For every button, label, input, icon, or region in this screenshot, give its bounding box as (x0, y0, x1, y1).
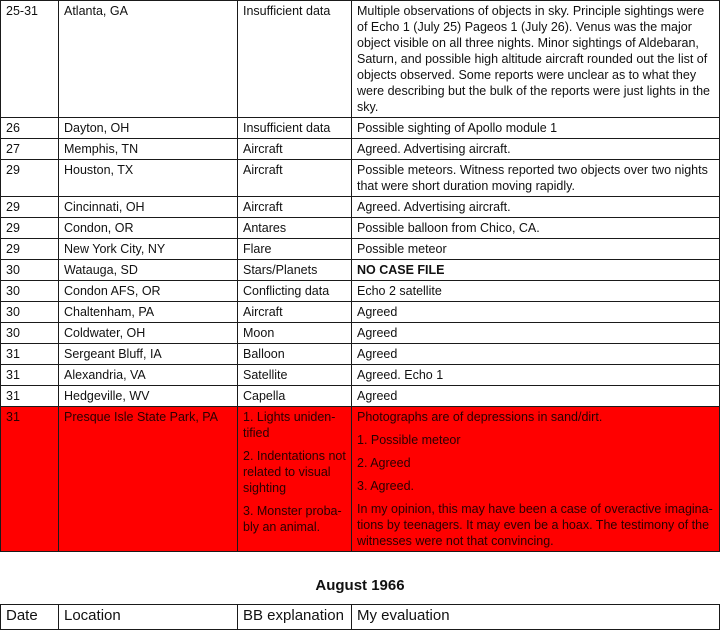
evaluation-paragraph: Photographs are of depressions in sand/dirt. (357, 410, 603, 424)
evaluation-cell (352, 407, 720, 552)
table-row (1, 160, 720, 197)
date-cell: 26 (1, 118, 59, 139)
bb-explanation-item: 1. Lights unidentified (243, 410, 336, 440)
location-cell: Dayton, OH (59, 118, 238, 139)
location-cell: Watauga, SD (59, 260, 238, 281)
evaluation-cell: Agreed (352, 344, 720, 365)
evaluation-paragraph: 2. Agreed (357, 456, 411, 470)
evaluation-cell: Possible balloon from Chico, CA. (352, 218, 720, 239)
evaluation-cell: Agreed. Advertising aircraft. (352, 139, 720, 160)
bb-explanation-item: 2. Indentations not related to visual sighting (243, 449, 346, 495)
evaluation-cell: Multiple observations of objects in sky. Principle sightings were of Echo 1 (July 25) Pageos 1 (July 26). Venus was the major object visible on all three nights. Minor sightings of Aldebaran, Saturn, and possible high altitude aircraft rounded out the list of objects observed. Some reports were unclear as to what they were describing but the bulk of the reports were just lights in the sky. (352, 1, 720, 118)
evaluation-cell: Agreed. Advertising aircraft. (352, 197, 720, 218)
evaluation-paragraph: In my opinion, this may have been a case of overactive imaginations by teenagers. It may even be a hoax. The testimony of the witnesses were not that convincing. (357, 502, 713, 548)
table-row (1, 323, 720, 344)
location-cell: Coldwater, OH (59, 323, 238, 344)
table-row (1, 365, 720, 386)
header-location: Location (59, 605, 238, 630)
location-cell: Sergeant Bluff, IA (59, 344, 238, 365)
bb-explanation-cell: Conflicting data (238, 281, 352, 302)
date-cell: 30 (1, 302, 59, 323)
date-cell: 30 (1, 281, 59, 302)
bb-explanation-cell: Aircraft (238, 302, 352, 323)
table-row (1, 1, 720, 118)
date-cell: 25-31 (1, 1, 59, 118)
bb-explanation-cell: Flare (238, 239, 352, 260)
bb-explanation-cell: Capella (238, 386, 352, 407)
date-cell: 31 (1, 407, 59, 552)
evaluation-cell: Possible meteors. Witness reported two objects over two nights that were short duration moving rapidly. (352, 160, 720, 197)
evaluation-paragraph: 1. Possible meteor (357, 433, 461, 447)
table-row (1, 118, 720, 139)
table-row (1, 218, 720, 239)
date-cell: 29 (1, 160, 59, 197)
evaluation-cell: Possible sighting of Apollo module 1 (352, 118, 720, 139)
bb-explanation-cell: Balloon (238, 344, 352, 365)
location-cell: Cincinnati, OH (59, 197, 238, 218)
date-cell: 29 (1, 218, 59, 239)
bb-explanation-cell: Insufficient data (238, 118, 352, 139)
evaluation-cell: Agreed (352, 302, 720, 323)
evaluation-cell: NO CASE FILE (352, 260, 720, 281)
bb-explanation-cell: Moon (238, 323, 352, 344)
bb-explanation-cell: Insufficient data (238, 1, 352, 118)
table-row (1, 386, 720, 407)
bb-explanation-cell: Aircraft (238, 197, 352, 218)
evaluation-paragraph: 3. Agreed. (357, 479, 414, 493)
location-cell: Condon, OR (59, 218, 238, 239)
table-row (1, 281, 720, 302)
table-row (1, 344, 720, 365)
table-row (1, 197, 720, 218)
location-cell: Condon AFS, OR (59, 281, 238, 302)
date-cell: 30 (1, 323, 59, 344)
location-cell: Atlanta, GA (59, 1, 238, 118)
location-cell: Presque Isle State Park, PA (59, 407, 238, 552)
bb-explanation-cell (238, 407, 352, 552)
header-evaluation: My evaluation (352, 605, 720, 630)
location-cell: Chaltenham, PA (59, 302, 238, 323)
header-date: Date (1, 605, 59, 630)
highlighted-table-row (1, 407, 720, 552)
evaluation-cell: Agreed. Echo 1 (352, 365, 720, 386)
bb-explanation-item: 3. Monster probably an animal. (243, 504, 342, 534)
evaluation-cell: Agreed (352, 386, 720, 407)
table-row (1, 302, 720, 323)
next-table-header (0, 604, 720, 630)
date-cell: 30 (1, 260, 59, 281)
evaluation-cell: Agreed (352, 323, 720, 344)
header-bb-explanation: BB explanation (238, 605, 352, 630)
bb-explanation-cell: Aircraft (238, 160, 352, 197)
date-cell: 29 (1, 239, 59, 260)
bb-explanation-cell: Satellite (238, 365, 352, 386)
date-cell: 31 (1, 344, 59, 365)
table-row (1, 139, 720, 160)
date-cell: 29 (1, 197, 59, 218)
evaluation-cell: Echo 2 satellite (352, 281, 720, 302)
location-cell: Alexandria, VA (59, 365, 238, 386)
location-cell: Hedgeville, WV (59, 386, 238, 407)
location-cell: Memphis, TN (59, 139, 238, 160)
table-row (1, 239, 720, 260)
section-title: August 1966 (315, 577, 405, 594)
date-cell: 31 (1, 365, 59, 386)
date-cell: 31 (1, 386, 59, 407)
evaluation-cell: Possible meteor (352, 239, 720, 260)
bb-explanation-cell: Antares (238, 218, 352, 239)
table-row (1, 260, 720, 281)
location-cell: Houston, TX (59, 160, 238, 197)
bb-explanation-cell: Aircraft (238, 139, 352, 160)
bb-explanation-cell: Stars/Planets (238, 260, 352, 281)
date-cell: 27 (1, 139, 59, 160)
location-cell: New York City, NY (59, 239, 238, 260)
